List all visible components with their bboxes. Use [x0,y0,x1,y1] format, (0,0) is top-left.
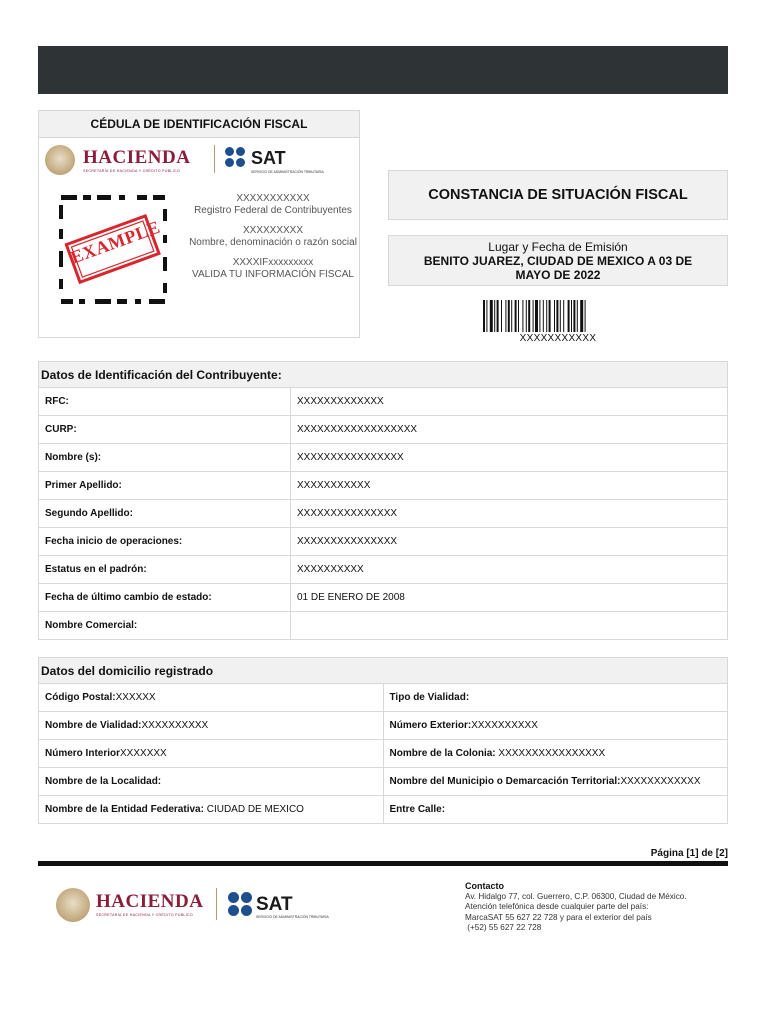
table-row [39,500,728,528]
table-row [39,796,728,824]
field-value: XXXXXXXXXXXX [620,776,701,787]
sat-logo-sub: SERVICIO DE ADMINISTRACIÓN TRIBUTARIA [251,170,324,174]
example-stamp-text: EXAMPLE [68,216,163,268]
field-label: Entre Calle: [389,804,446,815]
logo-divider [214,145,215,173]
table-row [39,740,728,768]
table-row [39,388,728,416]
field-label: Primer Apellido: [39,472,291,500]
cedula-title: CÉDULA DE IDENTIFICACIÓN FISCAL [39,111,359,138]
contribuyente-table [38,387,728,640]
field-label: Estatus en el padrón: [39,556,291,584]
cedula-fields [189,193,357,289]
field-label: Fecha de último cambio de estado: [39,584,291,612]
footer-sat-dots-icon [228,892,252,916]
field-label: Nombre de la Colonia: [389,748,499,759]
hacienda-logo: HACIENDA [83,147,191,168]
address-cell [39,740,384,768]
field-label: Fecha inicio de operaciones: [39,528,291,556]
cedula-card [38,110,360,338]
field-value: XXXXXXXXXXX [291,472,728,500]
field-value: XXXXXXXXXX [141,720,209,731]
field-value: XXXXXXX [120,748,167,759]
table-row [39,584,728,612]
field-label: Nombre de la Entidad Federativa: [45,804,207,815]
domicilio-title: Datos del domicilio registrado [38,657,728,684]
table-row [39,612,728,640]
field-label: Nombre de la Localidad: [45,776,162,787]
barcode-icon [483,300,633,332]
footer-logos [56,886,356,926]
cedula-rfc [189,193,357,217]
contribuyente-title: Datos de Identificación del Contribuyente: [38,361,728,388]
cedula-rfc-value: XXXXXXXXXXX [236,193,310,204]
field-value: XXXXXXXXXXXXXXX [291,528,728,556]
address-cell [383,740,728,768]
field-value: XXXXXXXXXXXXX [291,388,728,416]
field-label: Nombre (s): [39,444,291,472]
field-value: CIUDAD DE MEXICO [206,804,304,815]
cedula-logos [45,143,357,177]
emision-label: Lugar y Fecha de Emisión [488,240,628,254]
footer-logo-divider [216,888,217,920]
contact-line: Av. Hidalgo 77, col. Guerrero, C.P. 06300, Ciudad de México. [465,891,687,901]
field-label: Número Interior [45,748,121,759]
emision-box [388,235,728,286]
table-row [39,416,728,444]
address-cell [39,712,384,740]
hacienda-logo-sub: SECRETARÍA DE HACIENDA Y CRÉDITO PÚBLICO [83,169,181,173]
contact-line: Atención telefónica desde cualquier parte del país: [465,902,649,911]
sat-logo: SAT [251,148,286,168]
field-label: Segundo Apellido: [39,500,291,528]
cedula-name-value: XXXXXXXXX [242,225,304,236]
table-row [39,444,728,472]
table-row [39,556,728,584]
contact-block [465,881,745,934]
contact-line: MarcaSAT 55 627 22 728 y para el exterior del país [465,912,652,922]
constancia-title: CONSTANCIA DE SITUACIÓN FISCAL [388,170,728,220]
cedula-rfc-label: Registro Federal de Contribuyentes [194,205,352,216]
field-value: XXXXXXXXXXXXXXX [291,500,728,528]
field-value: XXXXXXXXXXXXXXXX [498,748,606,759]
field-label: Número Exterior: [389,720,472,731]
contact-title: Contacto [465,881,504,891]
address-cell [383,768,728,796]
table-row [39,768,728,796]
footer-hacienda-logo-sub: SECRETARÍA DE HACIENDA Y CRÉDITO PÚBLICO [96,913,194,917]
field-label: Tipo de Vialidad: [389,692,470,703]
field-label: Nombre del Municipio o Demarcación Territorial: [389,776,621,787]
seal-icon [45,145,75,175]
barcode-text: XXXXXXXXXXX [519,333,597,344]
footer-hacienda-logo: HACIENDA [96,891,204,912]
cedula-name [189,225,357,249]
address-cell [383,796,728,824]
cedula-name-label: Nombre, denominación o razón social [189,237,357,248]
cedula-idcif [189,257,357,281]
field-value: XXXXXXXXXXXXXXXX [291,444,728,472]
field-value: XXXXXX [115,692,156,703]
cedula-valida-label: VALIDA TU INFORMACIÓN FISCAL [192,269,354,280]
field-value: XXXXXXXXXX [291,556,728,584]
domicilio-table [38,683,728,824]
emision-value: BENITO JUAREZ, CIUDAD DE MEXICO A 03 DE MAYO DE 2022 [423,254,693,282]
field-value [291,612,728,640]
address-cell [383,712,728,740]
address-cell [383,684,728,712]
field-value: XXXXXXXXXX [471,720,538,731]
table-row [39,684,728,712]
sat-dots-icon [225,147,247,169]
top-banner [38,46,728,94]
field-value: 01 DE ENERO DE 2008 [291,584,728,612]
contact-line: (+52) 55 627 22 728 [465,923,542,932]
field-label: Nombre de Vialidad: [45,720,142,731]
table-row [39,472,728,500]
footer-divider [38,861,728,866]
table-row [39,712,728,740]
footer-seal-icon [56,888,90,922]
field-label: RFC: [39,388,291,416]
field-label: Nombre Comercial: [39,612,291,640]
address-cell [39,768,384,796]
cedula-idcif-value: XXXXIFxxxxxxxxx [232,257,314,268]
field-label: CURP: [39,416,291,444]
field-value: XXXXXXXXXXXXXXXXXX [291,416,728,444]
address-cell [39,796,384,824]
table-row [39,528,728,556]
field-label: Código Postal: [45,692,116,703]
footer-sat-logo-sub: SERVICIO DE ADMINISTRACIÓN TRIBUTARIA [256,915,329,919]
page-number: Página [1] de [2] [650,848,728,859]
address-cell [39,684,384,712]
footer-sat-logo: SAT [256,894,293,915]
